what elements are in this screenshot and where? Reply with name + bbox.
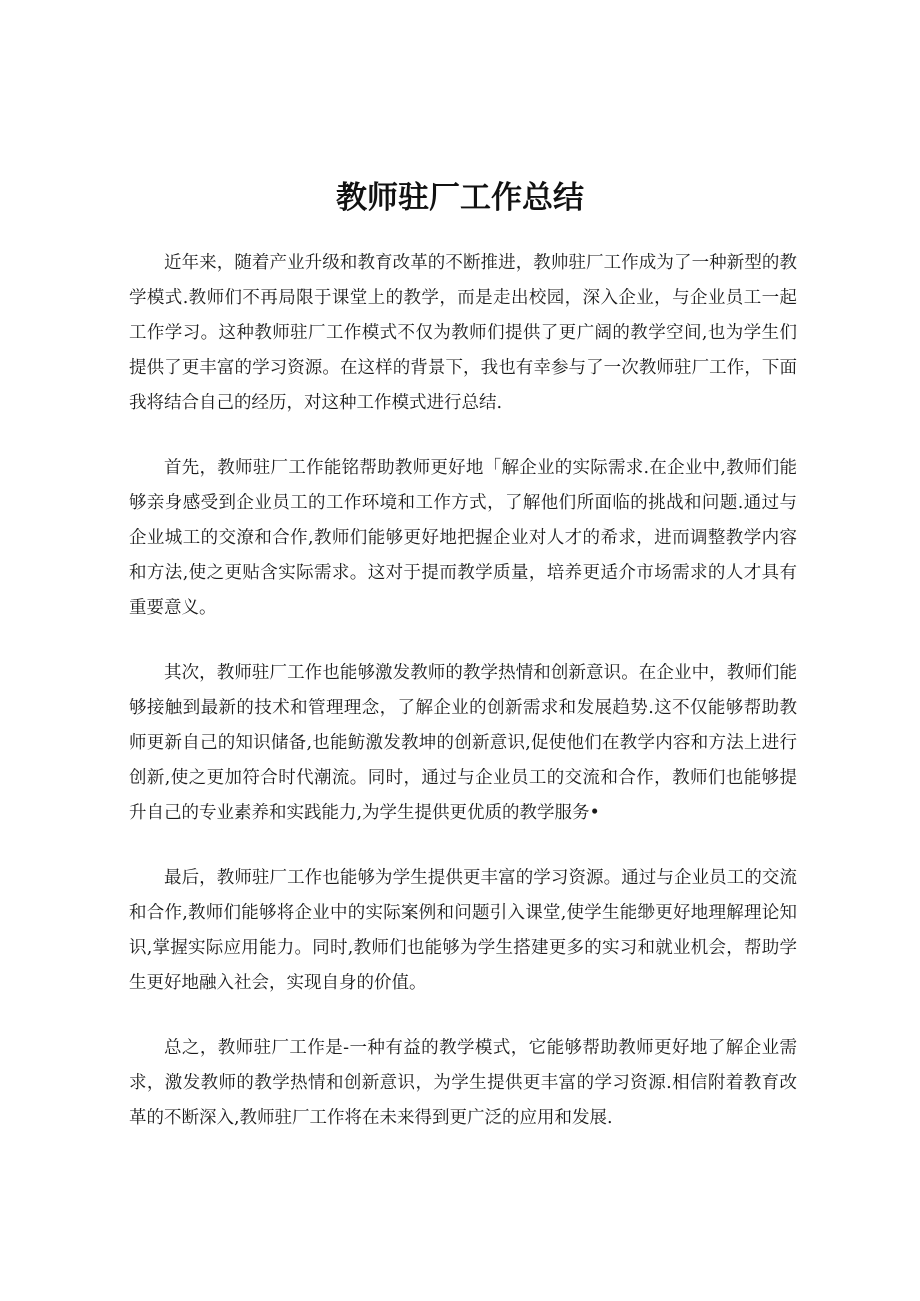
paragraph-summary: 总之，教师驻厂工作是-一种有益的教学模式，它能够帮助教师更好地了解企业需求，激发教师的教学热情和创新意识，为学生提供更丰富的学习资源.相信附着教育改革的不断深入,教师驻厂工作将在未来得到更广泛的应用和发展. — [129, 1038, 797, 1128]
paragraph-second: 其次，教师驻厂工作也能够激发教师的教学热情和创新意识。在企业中，教师们能够接触到最新的技术和管理理念，了解企业的创新需求和发展趋势.这不仅能够帮助教师更新自己的知识储备,也能鲂激发教坤的创新意识,促使他们在教学内容和方法上进行创新,使之更加符合时代潮流。同时，通过与企业员工的交流和合作，教师们也能够提升自己的专业素养和实践能力,为学生提供更优质的教学服务• — [129, 663, 797, 823]
paragraph-intro: 近年来，随着产业升级和教育改革的不断推进，教帅驻厂工作成为了一种新型的教学模式.教师们不再局限于课堂上的教学，而是走出校园，深入企业，与企业员工一起工作学习。这种教师驻厂工作模式不仅为教师们提供了更广阔的教学空间,也为学生们提供了更丰富的学习资源。在这样的背景下，我也有幸参与了一次教师驻厂工作，下面我将结合自己的经历，对这种工作模式进行总结. — [129, 253, 797, 413]
paragraph-last: 最后，教师驻厂工作也能够为学生提供更丰富的学习资源。通过与企业员工的交流和合作,教师们能够将企业中的实际案例和问题引入课堂,使学生能缈更好地理解理论知识,掌握实际应用能力。同时,教师们也能够为学生搭建更多的实习和就业机会，帮助学生更好地融入社会，实现自身的价值。 — [129, 868, 797, 993]
paragraph-first: 首先，教师驻厂工作能铭帮助教师更好地「解企业的实际需求.在企业中,教师们能够亲身感受到企业员工的工作环境和工作方式，了解他们所面临的挑战和问题.通过与企业城工的交潦和合作,教师们能够更好地把握企业对人才的希求，进而调整教学内容和方法,使之更贴含实际需求。这对于提而教学质量，培养更适介市场需求的人才具有重要意义。 — [129, 458, 797, 618]
document-body — [129, 246, 797, 1166]
document-title: 教师驻厂工作总结 — [336, 180, 584, 216]
